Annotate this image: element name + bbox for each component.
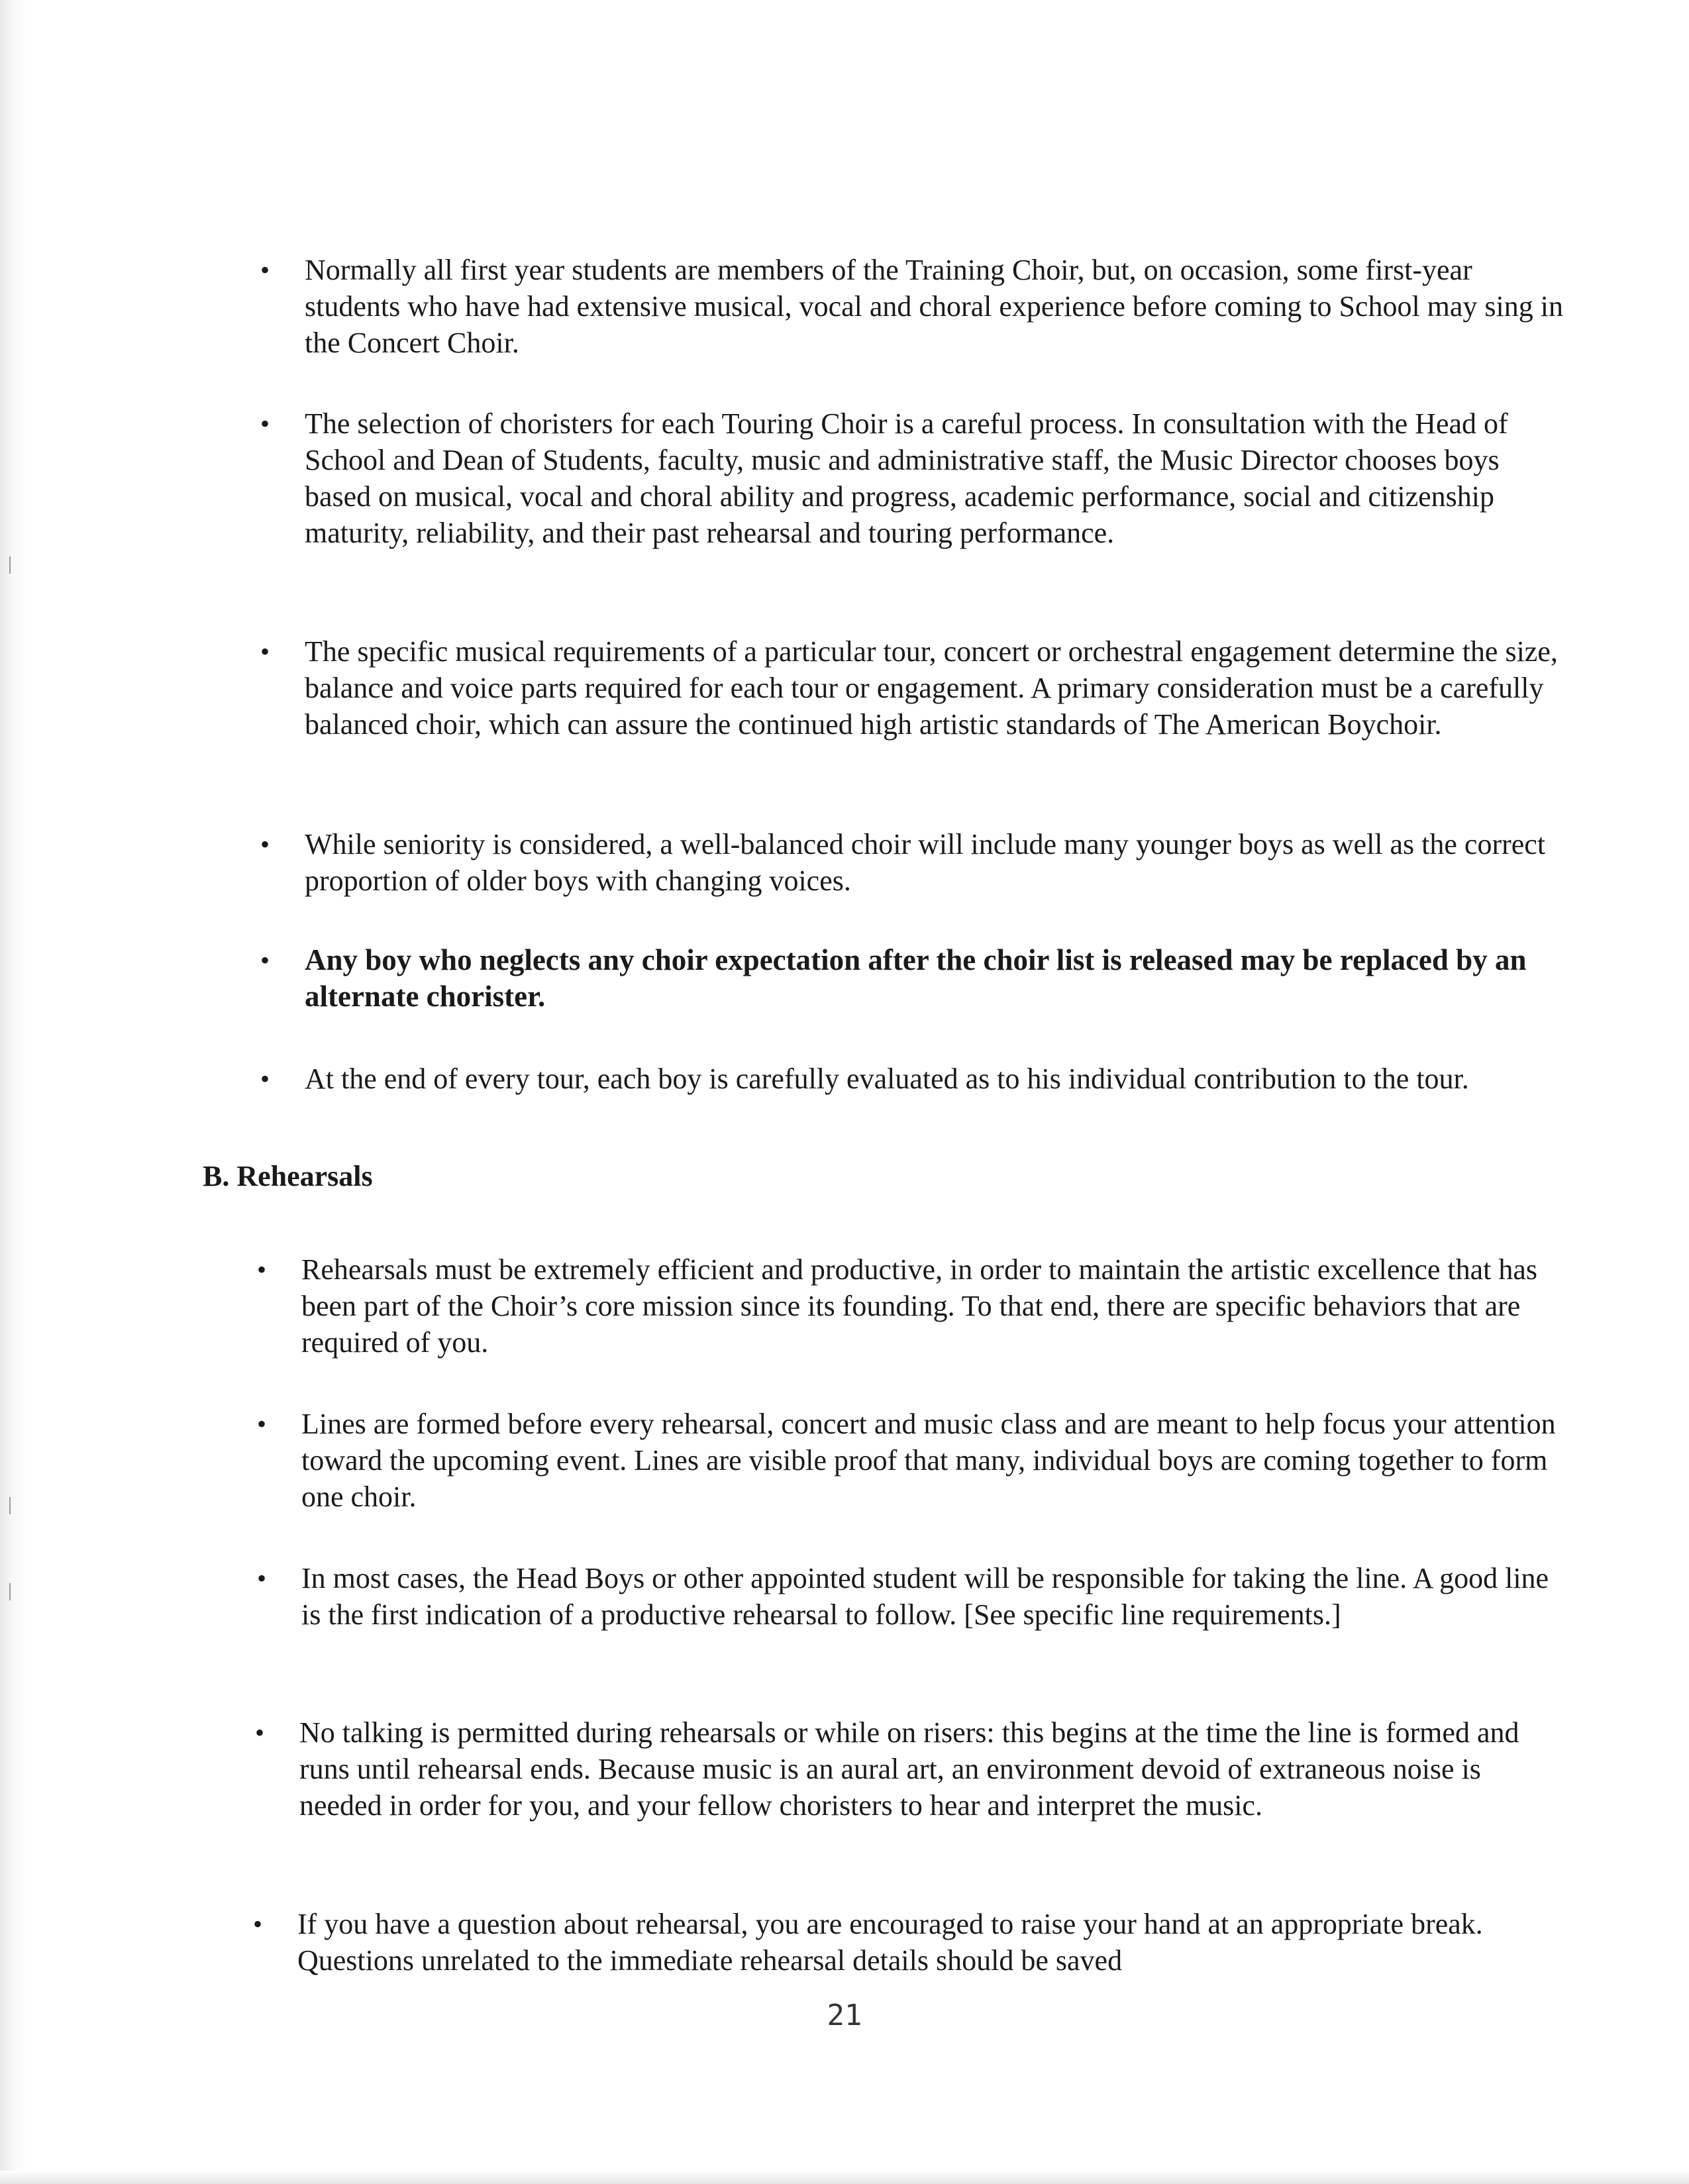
list-item: [257, 1251, 1560, 1361]
scan-mark: [9, 1583, 11, 1600]
bullet-icon: •: [253, 1909, 263, 1939]
bullet-icon: •: [257, 1563, 267, 1593]
section-heading: B. Rehearsals: [203, 1160, 373, 1192]
scan-mark: [9, 556, 11, 574]
bullet-icon: •: [260, 945, 270, 975]
list-item-text: If you have a question about rehearsal, you are encouraged to raise your hand at an appropriate break. Questions unrelated to the immediate rehearsal details should be saved: [297, 1908, 1483, 1977]
scan-mark: [9, 1497, 11, 1514]
list-item: [260, 405, 1563, 551]
page-bottom-edge: [0, 2171, 1689, 2184]
list-item-text: Any boy who neglects any choir expectation after the choir list is released may be replaced by an alternate chorister.: [305, 943, 1527, 1013]
list-item-text: At the end of every tour, each boy is carefully evaluated as to his individual contribution to the tour.: [305, 1063, 1469, 1095]
bullet-icon: •: [260, 829, 270, 859]
list-item: [260, 1061, 1563, 1097]
list-item-text: In most cases, the Head Boys or other appointed student will be responsible for taking the line. A good line is the first indication of a productive rehearsal to follow. [See specific line requirements.]: [301, 1562, 1549, 1631]
bullet-icon: •: [260, 409, 270, 439]
list-item: [257, 1406, 1560, 1515]
list-item-text: The specific musical requirements of a particular tour, concert or orchestral engagement determine the size, balance and voice parts required for each tour or engagement. A primary consideration must be a carefully balanced choir, which can assure the continued high artistic standards of The American Boychoir.: [305, 635, 1558, 741]
list-item: [260, 942, 1563, 1015]
list-item: [260, 252, 1563, 361]
bullet-icon: •: [255, 1718, 265, 1747]
list-item-text: Normally all first year students are members of the Training Choir, but, on occasion, some first-year students who have had extensive musical, vocal and choral experience before coming to School may sing in the Concert Choir.: [305, 254, 1563, 359]
bullet-icon: •: [257, 1409, 267, 1439]
list-item: [257, 1560, 1560, 1633]
bullet-icon: •: [260, 1064, 270, 1094]
list-item: [260, 633, 1563, 743]
bullet-icon: •: [257, 1255, 267, 1284]
page-number: 21: [827, 1999, 862, 2032]
list-item-text: Lines are formed before every rehearsal, concert and music class and are meant to help focus your attention toward the upcoming event. Lines are visible proof that many, individual boys are coming together to form one choir.: [301, 1408, 1556, 1513]
bullet-icon: •: [260, 255, 270, 285]
list-item: [260, 826, 1563, 899]
list-item-text: While seniority is considered, a well-balanced choir will include many younger boys as well as the correct proportion of older boys with changing voices.: [305, 828, 1546, 897]
list-item-text: The selection of choristers for each Touring Choir is a careful process. In consultation with the Head of School and Dean of Students, faculty, music and administrative staff, the Music Director chooses boys based on musical, vocal and choral ability and progress, academic performance, social and citizenship maturity, reliability, and their past rehearsal and touring performance.: [305, 407, 1508, 549]
list-item: [255, 1714, 1558, 1824]
list-item-text: No talking is permitted during rehearsals or while on risers: this begins at the time the line is formed and runs until rehearsal ends. Because music is an aural art, an environment devoid of extraneous noise is needed in order for you, and your fellow choristers to hear and interpret the music.: [299, 1716, 1519, 1822]
bullet-icon: •: [260, 637, 270, 666]
list-item-text: Rehearsals must be extremely efficient and productive, in order to maintain the artistic excellence that has been part of the Choir’s core mission since its founding. To that end, there are specific behaviors that are required of you.: [301, 1253, 1538, 1359]
list-item: [253, 1906, 1556, 1979]
